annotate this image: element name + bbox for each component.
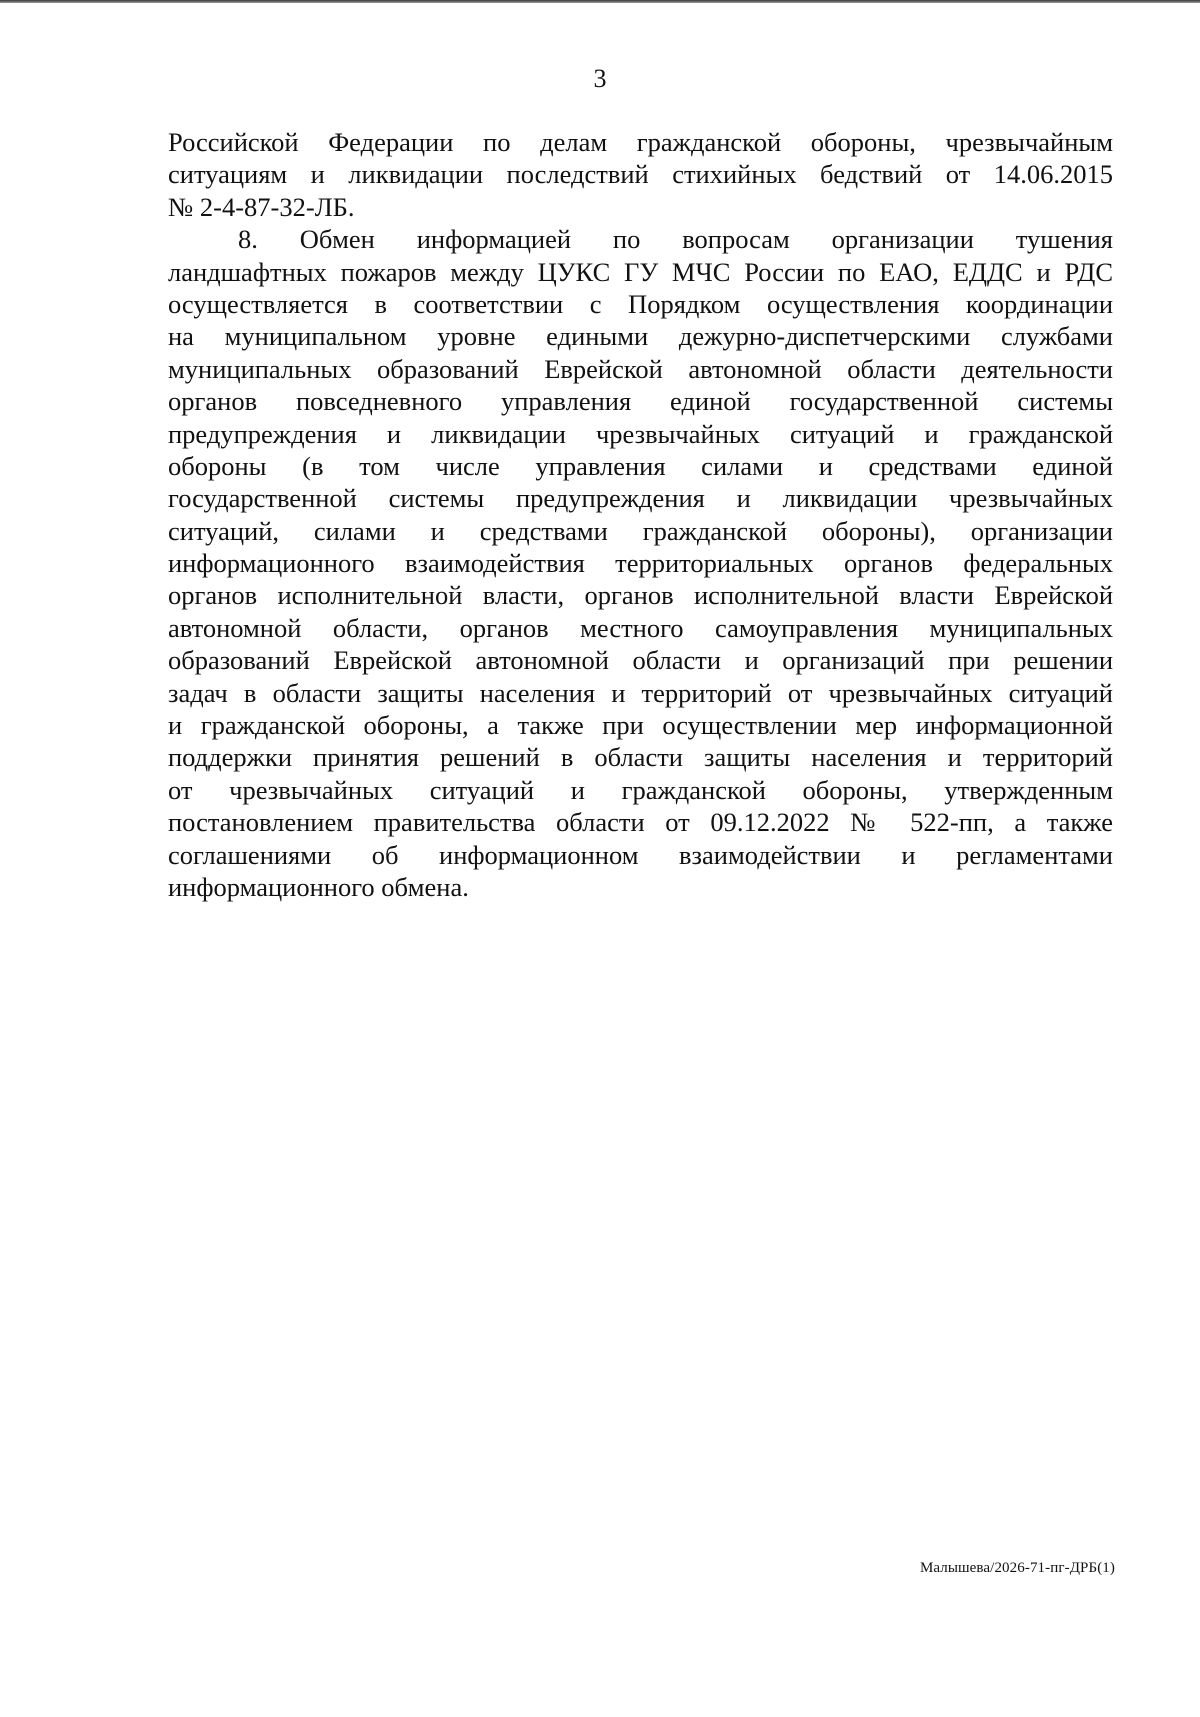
text-line: постановлением правительства области от 09.12.2022 № 522-пп, а также bbox=[168, 807, 1113, 838]
text-line: ситуациям и ликвидации последствий стихийных бедствий от 14.06.2015 bbox=[168, 159, 1113, 190]
text-line: и гражданской обороны, а также при осуществлении мер информационной bbox=[168, 710, 1113, 741]
document-reference-code: Малышева/2026-71-пг-ДРБ(1) bbox=[919, 1560, 1115, 1576]
text-line: информационного взаимодействия территориальных органов федеральных bbox=[168, 548, 1113, 579]
text-line: ситуаций, силами и средствами гражданской обороны), организации bbox=[168, 515, 1113, 546]
text-line: ландшафтных пожаров между ЦУКС ГУ МЧС России по ЕАО, ЕДДС и РДС bbox=[168, 256, 1113, 287]
text-line: образований Еврейской автономной области и организаций при решении bbox=[168, 645, 1113, 676]
text-line: соглашениями об информационном взаимодействии и регламентами bbox=[168, 839, 1113, 870]
text-line: задач в области защиты населения и территорий от чрезвычайных ситуаций bbox=[168, 677, 1113, 708]
text-line: автономной области, органов местного самоуправления муниципальных bbox=[168, 612, 1113, 643]
page-number: 3 bbox=[593, 64, 607, 93]
text-line: государственной системы предупреждения и ликвидации чрезвычайных bbox=[168, 483, 1113, 514]
text-line: № 2-4-87-32-ЛБ. bbox=[168, 191, 355, 222]
document-body bbox=[168, 126, 1113, 903]
text-line: предупреждения и ликвидации чрезвычайных ситуаций и гражданской bbox=[168, 418, 1113, 449]
paragraph-8-first-line: 8. Обмен информацией по вопросам организации тушения bbox=[238, 224, 1113, 255]
text-line: муниципальных образований Еврейской автономной области деятельности bbox=[168, 353, 1113, 384]
text-line: Российской Федерации по делам гражданской обороны, чрезвычайным bbox=[168, 127, 1113, 157]
scan-top-edge bbox=[0, 0, 1200, 3]
text-line: информационного обмена. bbox=[168, 871, 469, 902]
text-line: осуществляется в соответствии с Порядком осуществления координации bbox=[168, 288, 1113, 319]
text-line: на муниципальном уровне едиными дежурно-диспетчерскими службами bbox=[168, 321, 1113, 352]
text-line: поддержки принятия решений в области защиты населения и территорий bbox=[168, 742, 1113, 773]
text-line: обороны (в том числе управления силами и средствами единой bbox=[168, 450, 1113, 481]
text-line: органов повседневного управления единой государственной системы bbox=[168, 386, 1113, 417]
text-line: от чрезвычайных ситуаций и гражданской обороны, утвержденным bbox=[168, 774, 1113, 805]
text-line: органов исполнительной власти, органов исполнительной власти Еврейской bbox=[168, 580, 1113, 611]
